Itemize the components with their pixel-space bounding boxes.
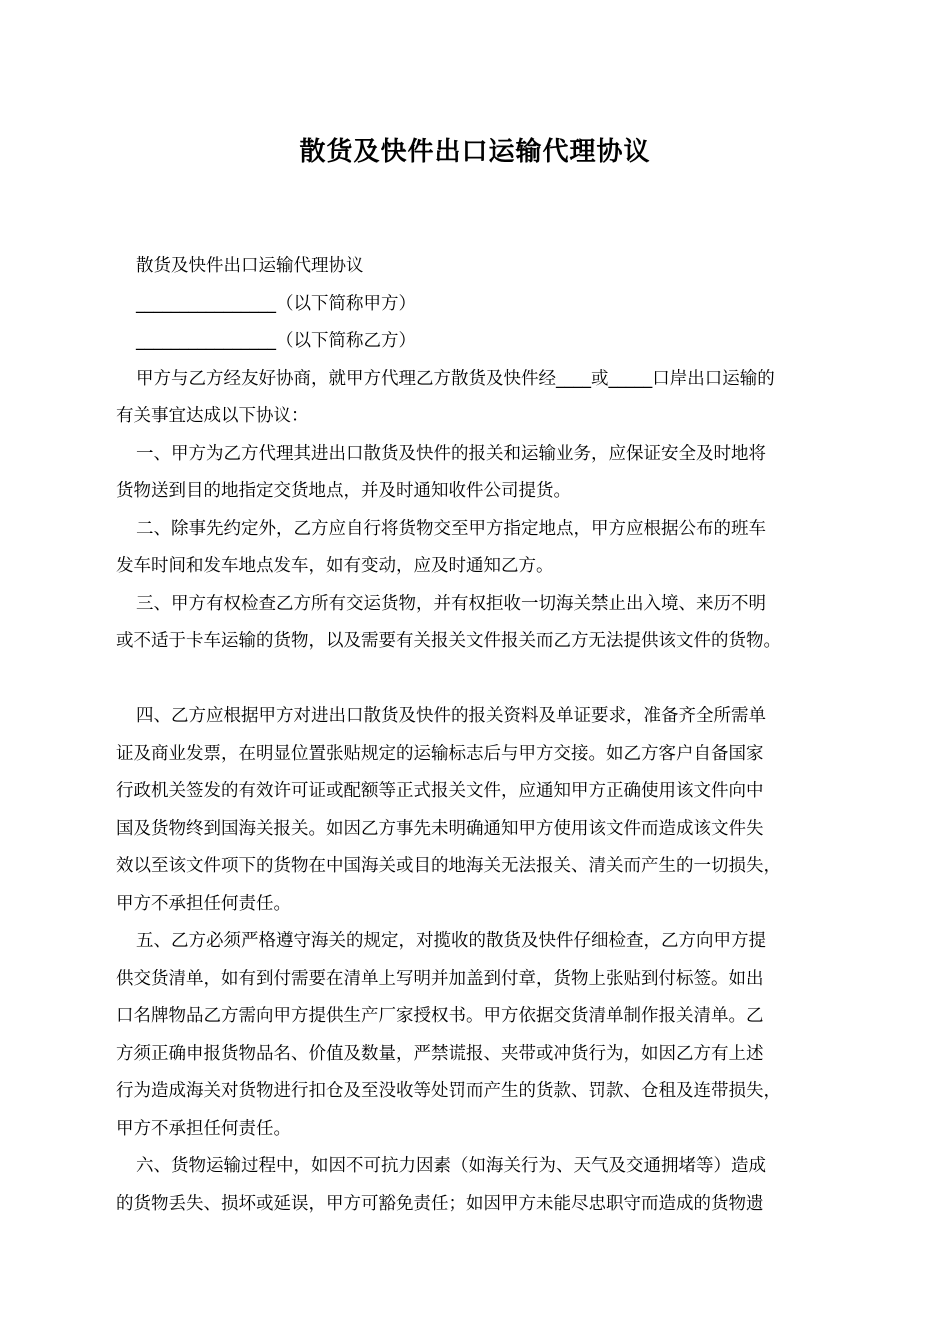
- preamble-line-2: 有关事宜达成以下协议：: [116, 406, 309, 426]
- clause-3-line-1: 三、甲方有权检查乙方所有交运货物，并有权拒收一切海关禁止出入境、来历不明: [136, 593, 766, 614]
- paragraph-gap: [116, 661, 838, 699]
- preamble-line-1: 甲方与乙方经友好协商，就甲方代理乙方散货及快件经____或_____口岸出口运输的: [136, 368, 775, 389]
- clause-3-line-2: 或不适于卡车运输的货物，以及需要有关报关文件报关而乙方无法提供该文件的货物。: [116, 631, 781, 651]
- document-title: 散货及快件出口运输代理协议: [299, 137, 651, 167]
- clause-5-line-1: 五、乙方必须严格遵守海关的规定，对揽收的散货及快件仔细检查，乙方向甲方提: [136, 931, 766, 951]
- clause-2-line-2: 发车时间和发车地点发车，如有变动，应及时通知乙方。: [116, 556, 554, 576]
- clause-5-line-3: 口名牌物品乙方需向甲方提供生产厂家授权书。甲方依据交货清单制作报关清单。乙: [116, 1006, 764, 1026]
- party-b-line: ________________（以下简称乙方）: [136, 331, 416, 351]
- clause-6-line-2: 的货物丢失、损坏或延误，甲方可豁免责任；如因甲方未能尽忠职守而造成的货物遗: [116, 1193, 764, 1214]
- clause-5-line-5: 行为造成海关对货物进行扣仓及至没收等处罚而产生的货款、罚款、仓租及连带损失，: [116, 1081, 781, 1101]
- clause-4-line-2: 证及商业发票，在明显位置张贴规定的运输标志后与甲方交接。如乙方客户自备国家: [116, 743, 764, 764]
- clause-5-line-2: 供交货清单，如有到付需要在清单上写明并加盖到付章，货物上张贴到付标签。如出: [116, 968, 764, 989]
- clause-1-line-1: 一、甲方为乙方代理其进出口散货及快件的报关和运输业务，应保证安全及时地将: [136, 443, 766, 464]
- clause-4-line-6: 甲方不承担任何责任。: [116, 893, 291, 914]
- clause-6-line-1: 六、货物运输过程中，如因不可抗力因素（如海关行为、天气及交通拥堵等）造成: [136, 1156, 766, 1176]
- clause-2-line-1: 二、除事先约定外，乙方应自行将货物交至甲方指定地点，甲方应根据公布的班车: [136, 518, 766, 539]
- body-heading-line: 散货及快件出口运输代理协议: [136, 256, 364, 276]
- document-body: [116, 248, 838, 1223]
- party-a-line: ________________（以下简称甲方）: [136, 293, 416, 314]
- clause-4-line-5: 效以至该文件项下的货物在中国海关或目的地海关无法报关、清关而产生的一切损失，: [116, 856, 781, 876]
- clause-4-line-1: 四、乙方应根据甲方对进出口散货及快件的报关资料及单证要求，准备齐全所需单: [136, 706, 766, 726]
- clause-4-line-4: 国及货物终到国海关报关。如因乙方事先未明确通知甲方使用该文件而造成该文件失: [116, 818, 764, 839]
- clause-4-line-3: 行政机关签发的有效许可证或配额等正式报关文件，应通知甲方正确使用该文件向中: [116, 781, 764, 801]
- clause-5-line-6: 甲方不承担任何责任。: [116, 1118, 291, 1139]
- clause-1-line-2: 货物送到目的地指定交货地点，并及时通知收件公司提货。: [116, 481, 571, 501]
- clause-5-line-4: 方须正确申报货物品名、价值及数量，严禁谎报、夹带或冲货行为，如因乙方有上述: [116, 1043, 764, 1064]
